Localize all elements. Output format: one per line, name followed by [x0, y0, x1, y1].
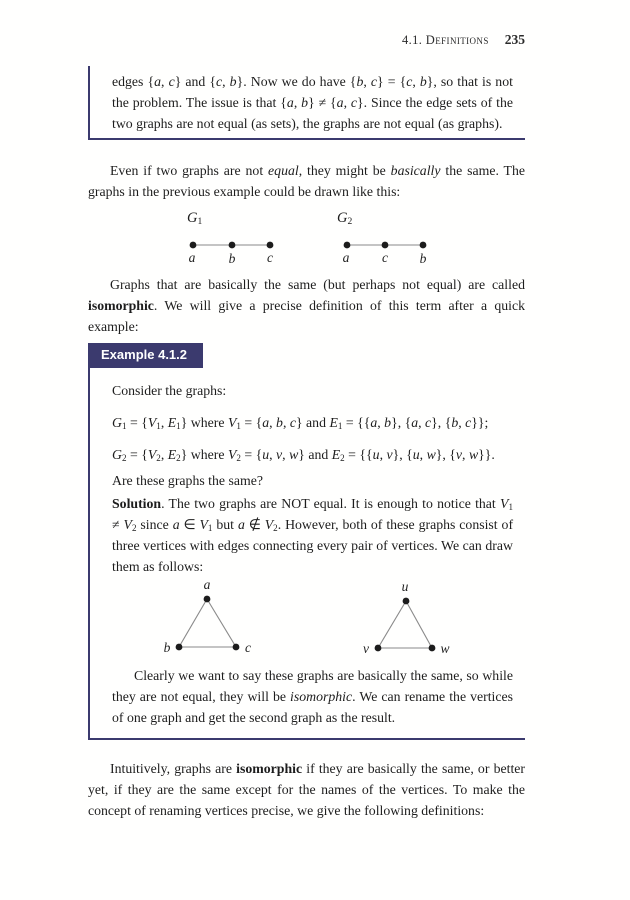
- g2-vertex-dot: [382, 242, 389, 249]
- t2-edge: [378, 601, 406, 648]
- t2-vertex-dot: [375, 645, 382, 652]
- example-solution: Solution. The two graphs are NOT equal. It is enough to notice that $V_1 \ne V_2$ since a ∈ $V_1$ but a ∉ $V_2$. However, both of these graphs consist of three vertices with edges connecting every pair of vertices. We can draw them as follows:: [112, 496, 514, 574]
- example-question: Are these graphs the same?: [112, 473, 263, 488]
- path-graphs-drawing: [88, 226, 525, 266]
- figure-path-graphs: [88, 208, 525, 266]
- text-column: [88, 66, 525, 821]
- paragraph-intuitively: Intuitively, graphs are isomorphic if they are basically the same, or better yet, if they are the same except for the names of the vertices. To make the concept of renaming vertices precise, we give the following definitions:: [88, 761, 525, 818]
- g2-vertex-dot: [344, 242, 351, 249]
- t2-vertex-label: v: [363, 641, 369, 656]
- t2-edge: [406, 601, 432, 648]
- g1-vertex-dot: [190, 242, 197, 249]
- running-header: [88, 29, 525, 51]
- t1-vertex-label: a: [203, 579, 211, 592]
- example-intro: Consider the graphs:: [112, 383, 227, 398]
- g1-vertex-label: c: [267, 250, 273, 265]
- paragraph-even-if: Even if two graphs are not equal, they might be basically the same. The graphs in the previous example could be drawn like this:: [88, 163, 525, 199]
- t1-vertex-label: c: [245, 640, 251, 655]
- t2-vertex-label: w: [440, 641, 450, 656]
- triangle-graphs-drawing: [112, 579, 513, 663]
- g2-vertex-label: b: [419, 251, 427, 266]
- example-title-tab: Example 4.1.2: [88, 343, 203, 368]
- figure-triangle-graphs: [112, 579, 513, 663]
- g2-vertex-label: a: [342, 250, 350, 265]
- t2-vertex-dot: [429, 645, 436, 652]
- example-continuation-box: [88, 66, 525, 140]
- g1-vertex-label: a: [188, 250, 196, 265]
- g2-vertex-dot: [420, 242, 427, 249]
- equation-g1: $G_1 = \{V_1$, $E_1$} where $V_1 = \{a$, b, c} and $E_1 = \{\{a$, b}, {a, c}, {b, c}};: [112, 415, 489, 431]
- box1-paragraph: edges {a, c} and {c, b}. Now we do have {b, c} = {c, b}, so that is not the problem. The issue is that {a, b} ≠ {a, c}. Since the edge sets of the two graphs are not equal (as sets), the graphs are not equal (as graphs).: [112, 74, 514, 131]
- t2-vertex-dot: [403, 598, 410, 605]
- page-number: 235: [504, 32, 525, 47]
- t1-vertex-dot: [233, 644, 240, 651]
- example-closing: Clearly we want to say these graphs are basically the same, so while they are not equal, they will be isomorphic. We can rename the vertices of one graph and get the second graph as the result.: [112, 668, 514, 725]
- t1-vertex-dot: [176, 644, 183, 651]
- t1-vertex-dot: [204, 596, 211, 603]
- graph-g2-label: $G_2$: [337, 210, 353, 228]
- section-title: 4.1. Definitions: [401, 33, 489, 47]
- t2-vertex-label: u: [401, 579, 409, 594]
- paragraph-isomorphic-intro: Graphs that are basically the same (but perhaps not equal) are called isomorphic. We will give a precise definition of this term after a quick example:: [88, 277, 525, 334]
- t1-vertex-label: b: [163, 640, 171, 655]
- t1-edge: [207, 599, 236, 647]
- graph-g1-label: $G_1$: [187, 210, 203, 228]
- g1-vertex-dot: [229, 242, 236, 249]
- g1-vertex-dot: [267, 242, 274, 249]
- g1-vertex-label: b: [228, 251, 236, 266]
- t1-edge: [179, 599, 207, 647]
- equation-g2: $G_2 = \{V_2$, $E_2$} where $V_2 = \{u$, v, w} and $E_2 = \{\{u$, v}, {u, w}, {v, w}}.: [112, 447, 495, 463]
- g2-vertex-label: c: [382, 250, 388, 265]
- example-box: [88, 368, 525, 740]
